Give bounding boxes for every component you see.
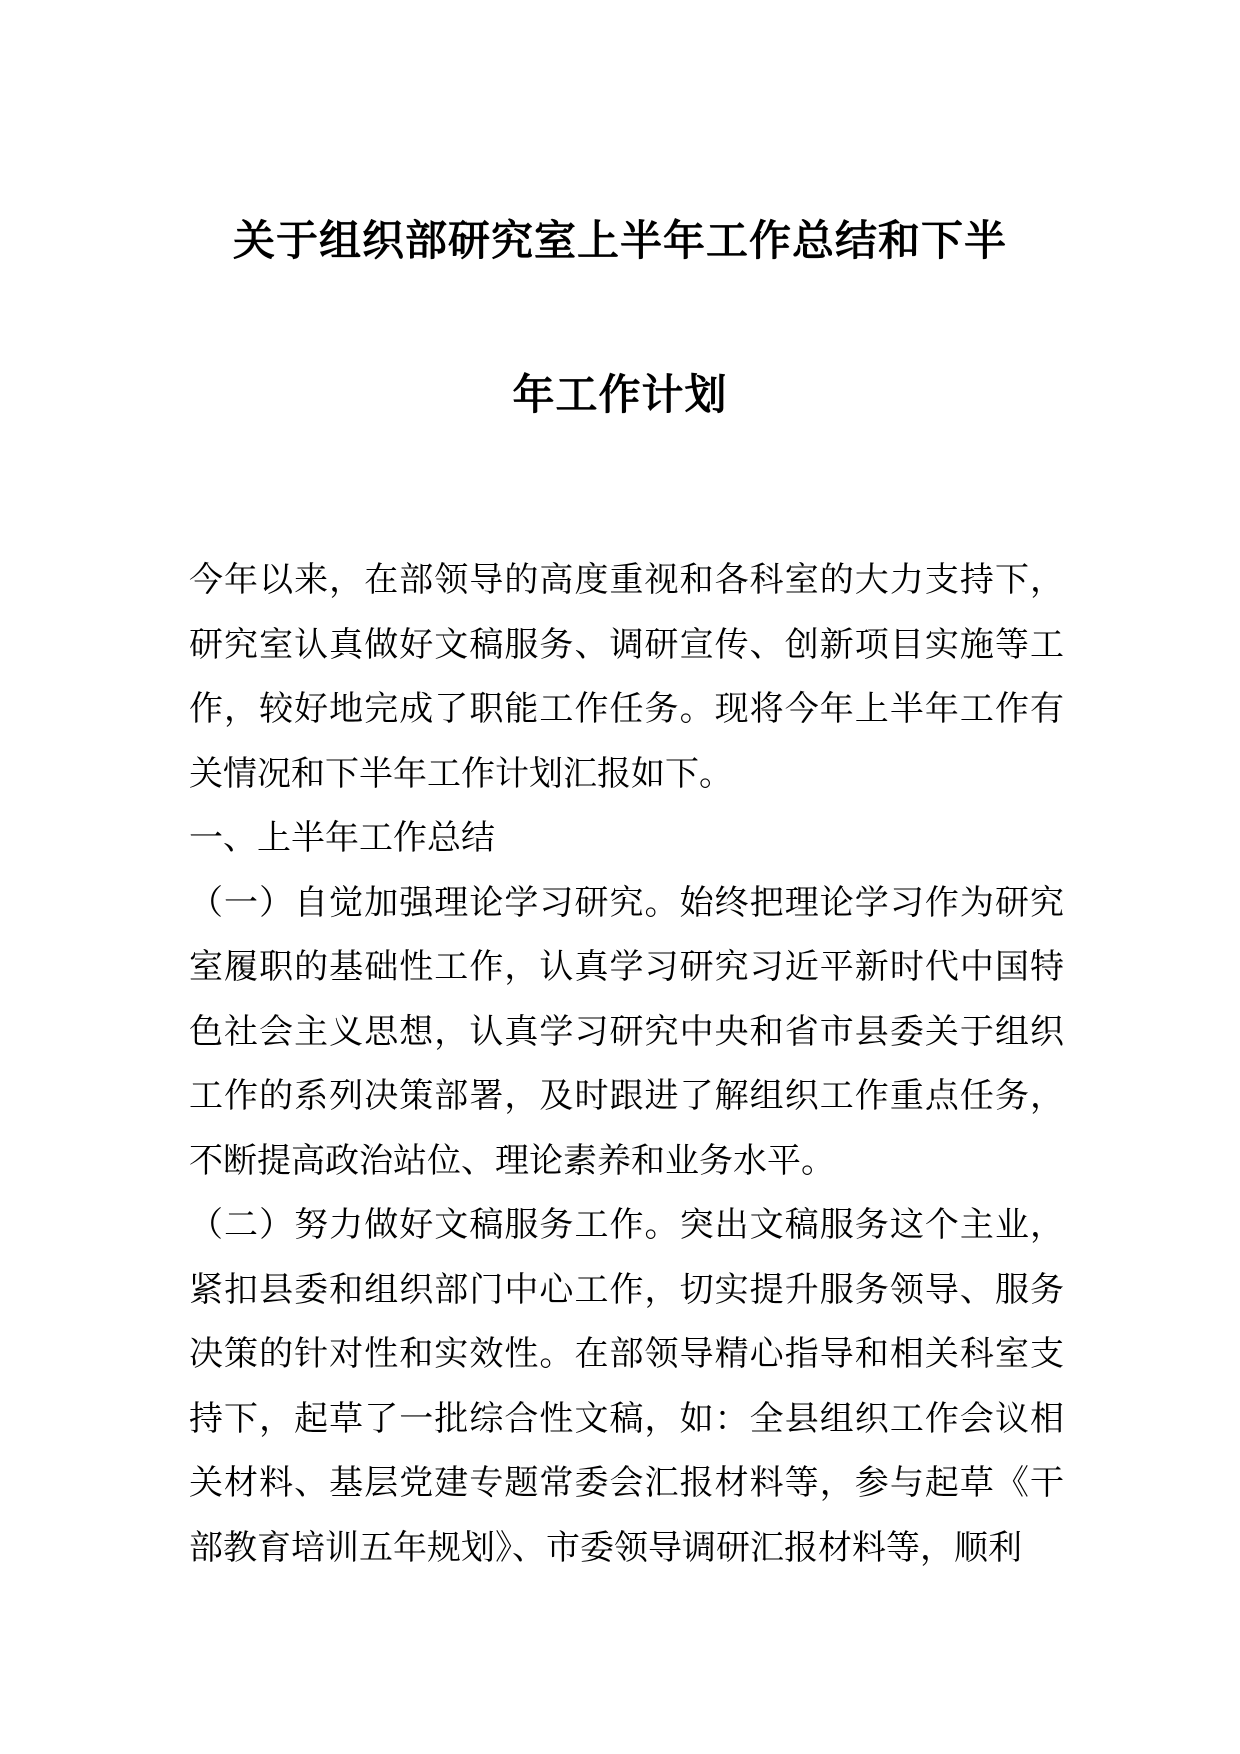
subsection-paragraph-1: （一）自觉加强理论学习研究。始终把理论学习作为研究室履职的基础性工作，认真学习研究习近平新时代中国特色社会主义思想，认真学习研究中央和省市县委关于组织工作的系列决策部署，及时跟进了解组织工作重点任务，不断提高政治站位、理论素养和业务水平。 bbox=[189, 882, 1064, 1181]
intro-paragraph: 今年以来，在部领导的高度重视和各科室的大力支持下，研究室认真做好文稿服务、调研宣传、创新项目实施等工作，较好地完成了职能工作任务。现将今年上半年工作有关情况和下半年工作计划汇报如下。 bbox=[189, 560, 1064, 794]
document-body bbox=[189, 548, 1064, 1580]
document-title-line-2: 年工作计划 bbox=[512, 370, 728, 419]
subsection-paragraph-2: （二）努力做好文稿服务工作。突出文稿服务这个主业，紧扣县委和组织部门中心工作，切实提升服务领导、服务决策的针对性和实效性。在部领导精心指导和相关科室支持下，起草了一批综合性文稿，如：全县组织工作会议相关材料、基层党建专题常委会汇报材料等，参与起草《干部教育培训五年规划》、市委领导调研汇报材料等，顺利 bbox=[189, 1205, 1064, 1568]
document-title-line-1: 关于组织部研究室上半年工作总结和下半 bbox=[232, 216, 1007, 265]
section-heading: 一、上半年工作总结 bbox=[189, 818, 495, 858]
